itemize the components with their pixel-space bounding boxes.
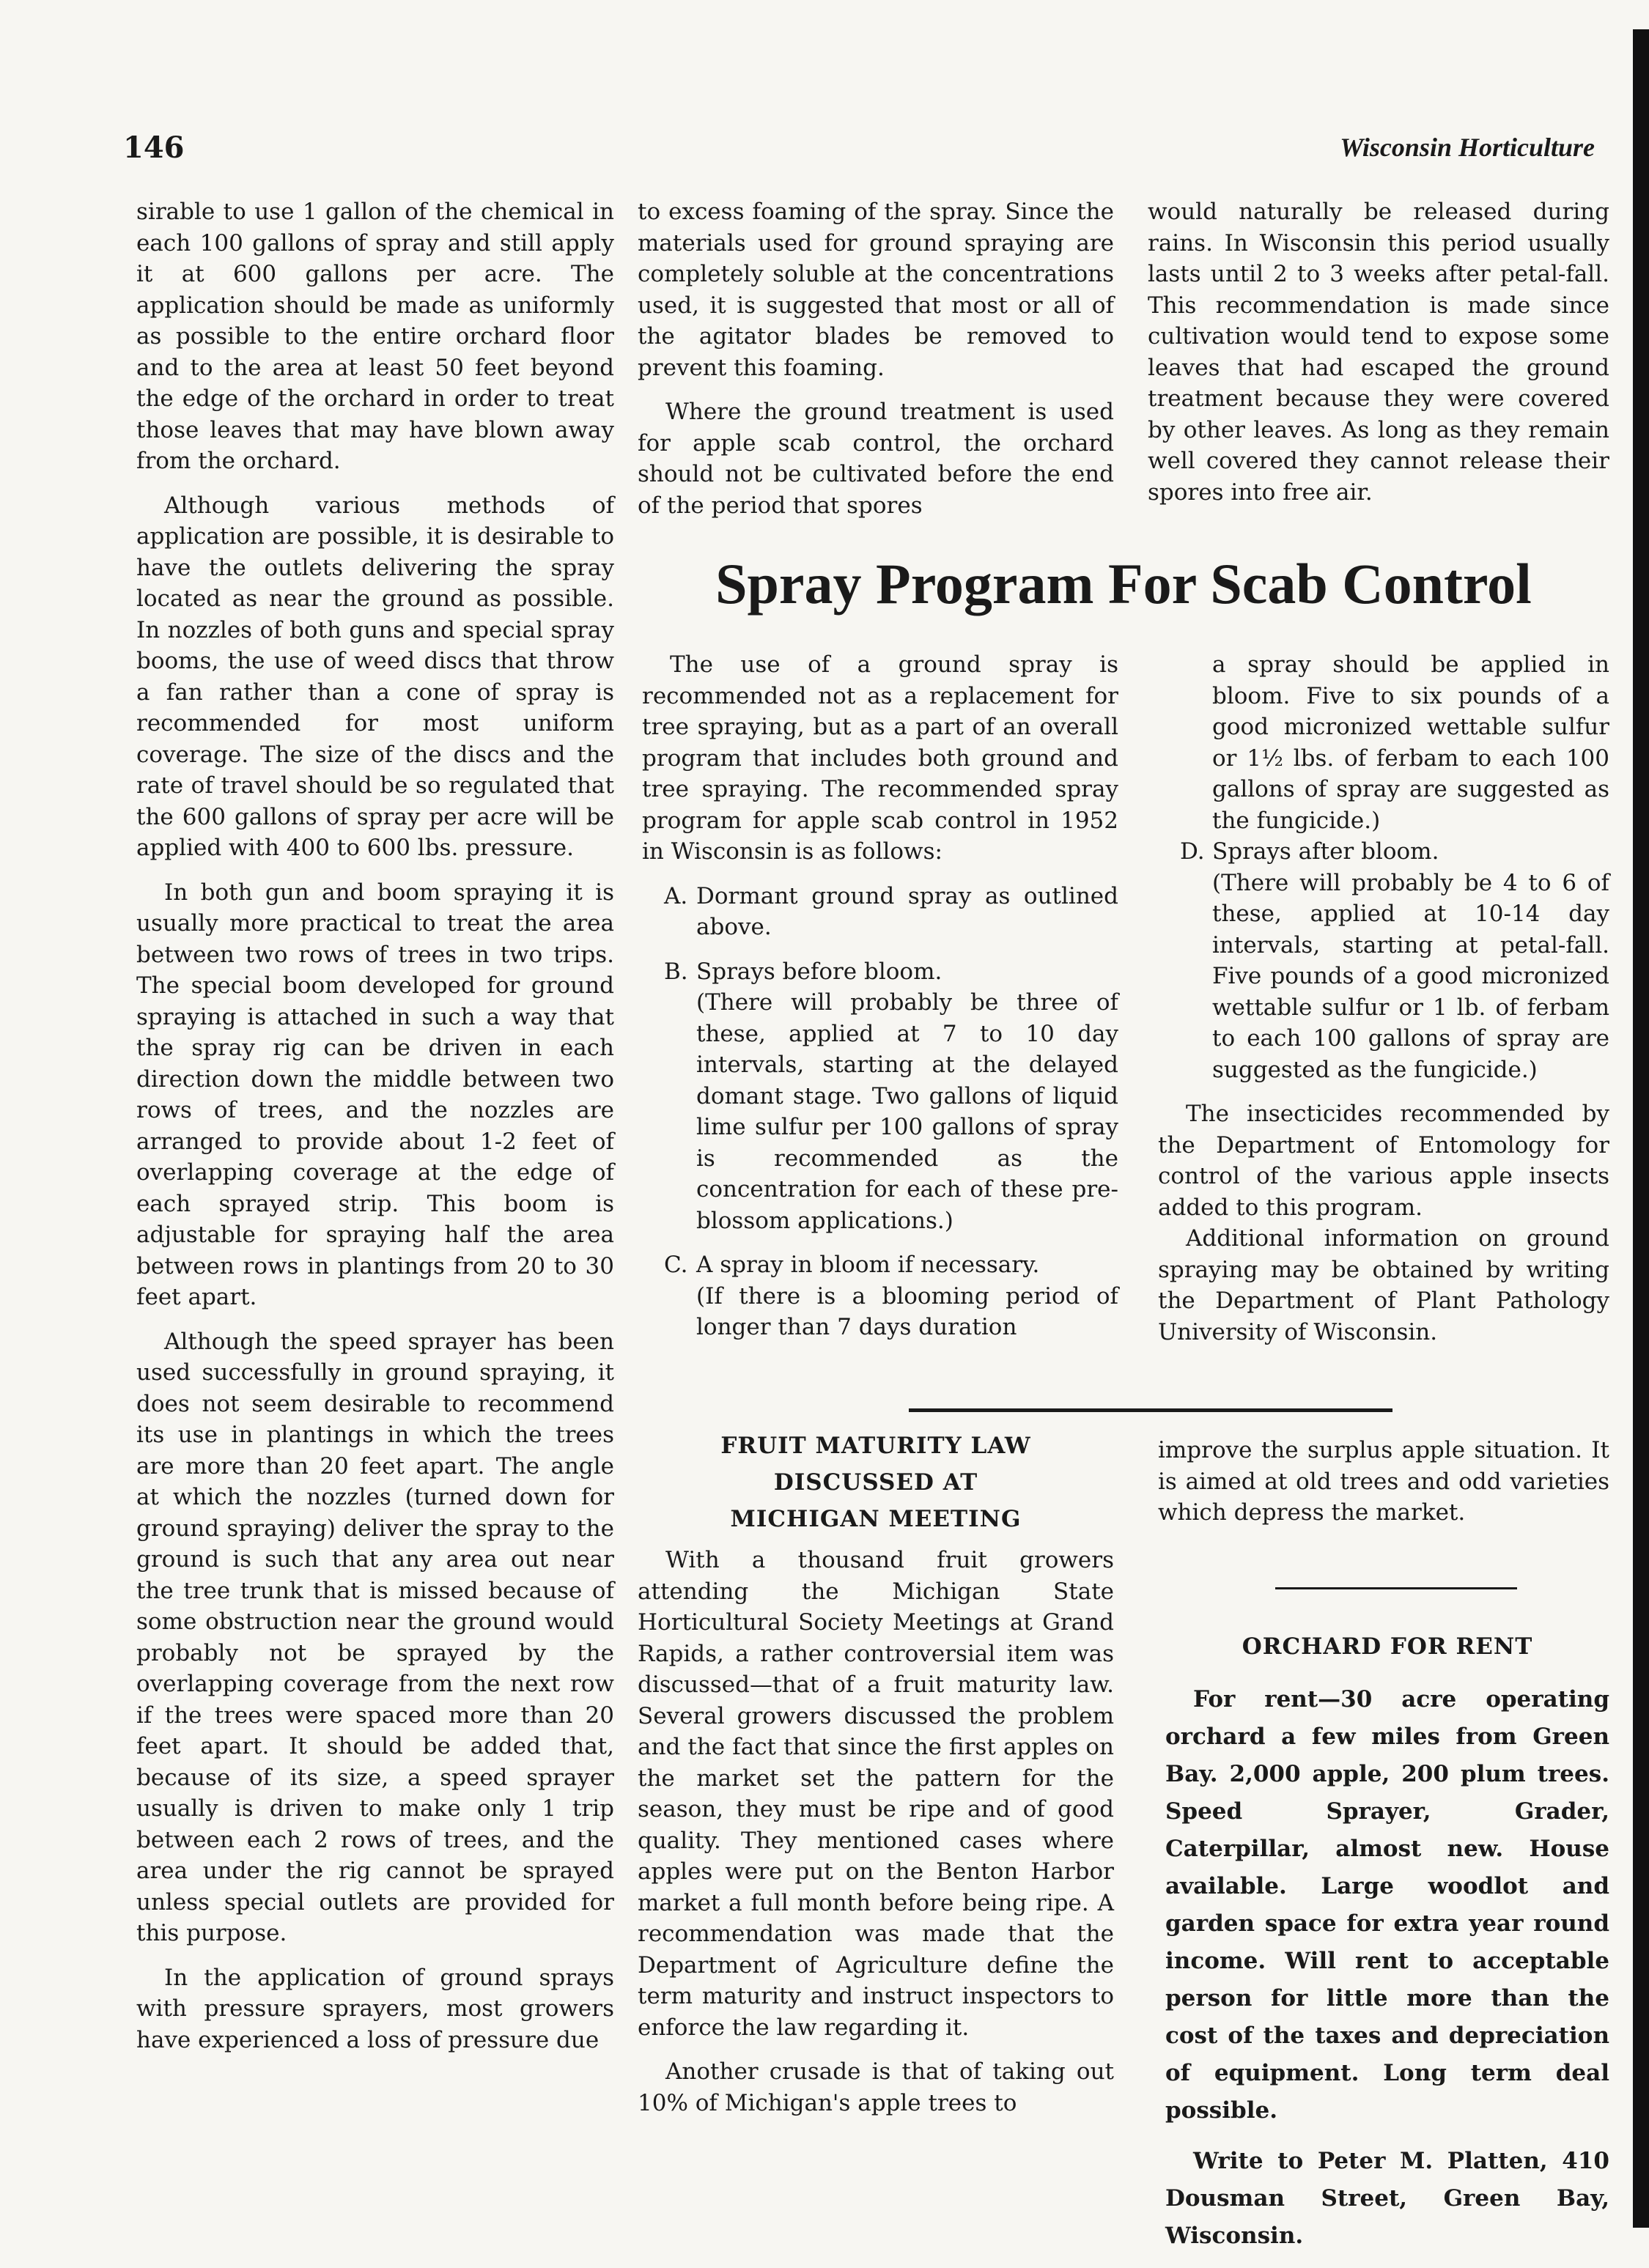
program-item-b [664, 956, 1118, 1237]
fruit-law-body [638, 1545, 1114, 2119]
orchard-ad-body [1165, 1681, 1609, 2255]
item-head: Dormant ground spray as outlined above. [696, 882, 1118, 940]
divider-rule-short [1275, 1587, 1517, 1589]
divider-rule [909, 1408, 1392, 1412]
paragraph: Although the speed sprayer has been used successfully in ground spraying, it does not seem desirable to recommend its use in plantings in which the trees are more than 20 feet apart. The angle at which the nozzles (turned down for ground spraying) deliver the spray to the ground is such that any area out near the tree trunk that is missed because of some obstruction near the ground would probably not be sprayed by the overlapping coverage from the next row if the trees were spaced more than 20 feet apart. It should be added that, because of its size, a speed sprayer usually is driven to make only 1 trip between each 2 rows of trees, and the area under the rig cannot be sprayed unless special outlets are provided for this purpose. [136, 1328, 614, 1946]
item-head: Sprays before bloom. [696, 958, 942, 985]
program-item-a [664, 881, 1118, 943]
paragraph: The use of a ground spray is recommended not as a replacement for tree spraying, but as a part of an overall program that includes both ground and tree spraying. The recommended spray program for apple scab control in 1952 in Wisconsin is as follows: [642, 651, 1118, 865]
paragraph: Although various methods of application are possible, it is desirable to have the outlets delivering the spray located as near the ground as possible. In nozzles of both guns and special spray booms, the use of weed discs that throw a fan rather than a cone of spray is recommended for most uniform coverage. The size of the discs and the rate of travel should be so regulated that the 600 gallons of spray per acre will be applied with 400 to 600 lbs. pressure. [136, 492, 614, 861]
program-item-d [1180, 836, 1609, 1085]
heading-line: DISCUSSED AT [773, 1469, 978, 1496]
item-label: B. [664, 958, 688, 985]
column-2-top [638, 196, 1114, 534]
item-label: A. [664, 882, 688, 909]
item-head: A spray in bloom if necessary. [696, 1252, 1040, 1278]
fruit-law-continued [1158, 1435, 1609, 1542]
item-detail: (There will probably be 4 to 6 of these, applied at 10-14 day intervals, starting at petal-fall. Five pounds of a good micronized wettable sulfur or 1 lb. of ferbam to each 100 gallons of spray are suggested as the fungicide.) [1212, 869, 1609, 1083]
paragraph: For rent—30 acre operating orchard a few miles from Green Bay. 2,000 apple, 200 plum trees. Speed Sprayer, Grader, Caterpillar, almost new. House available. Large woodlot and garden space for extra year round income. Will rent to acceptable person for little more than the cost of the taxes and depreciation of equipment. Long term deal possible. [1165, 1686, 1609, 2124]
paragraph: improve the surplus apple situation. It is aimed at old trees and odd varieties which depress the market. [1158, 1437, 1609, 1526]
scan-edge [1633, 29, 1649, 2228]
fruit-law-article [638, 1427, 1114, 2132]
paragraph: With a thousand fruit growers attending the Michigan State Horticultural Society Meetings at Grand Rapids, a rather controversial item was discussed—that of a fruit maturity law. Several growers discussed the problem and the fact that since the first apples on the market set the pattern for the season, they must be ripe and of good quality. They mentioned cases where apples were put on the Benton Harbor market a full month before being ripe. A recommendation was made that the Department of Agriculture define the term maturity and instruct inspectors to enforce the law regarding it. [638, 1547, 1114, 2041]
paragraph: Additional information on ground spraying may be obtained by writing the Department of Plant Pathology University of Wisconsin. [1158, 1225, 1609, 1345]
heading-line: FRUIT MATURITY LAW [720, 1433, 1031, 1459]
fruit-law-heading [638, 1427, 1114, 1537]
item-detail: (There will probably be three of these, applied at 7 to 10 day intervals, starting at the delayed domant stage. Two gallons of liquid lime sulfur per 100 gallons of spray is recommended as the concentration for each of these pre-blossom applications.) [696, 989, 1118, 1234]
orchard-ad [1165, 1628, 1609, 2268]
paragraph: would naturally be released during rains. In Wisconsin this period usually lasts until 2 to 3 weeks after petal-fall. This recommendation is made since cultivation would tend to expose some leaves that had escaped the ground treatment because they were covered by other leaves. As long as they remain well covered they cannot release their spores into free air. [1148, 199, 1609, 506]
item-detail: (If there is a blooming period of longer than 7 days duration [696, 1282, 1118, 1340]
item-c-continued: a spray should be applied in bloom. Five to six pounds of a good micronized wettable sulfur or 1½ lbs. of ferbam to each 100 gallons of spray are suggested as the fungicide.) [1212, 651, 1609, 834]
item-head: Sprays after bloom. [1212, 838, 1439, 865]
paragraph: In the application of ground sprays with pressure sprayers, most growers have experienced a loss of pressure due [136, 1964, 614, 2053]
page-number: 146 [123, 130, 185, 165]
paragraph: to excess foaming of the spray. Since the materials used for ground spraying are completely soluble at the concentrations used, it is suggested that most or all of the agitator blades be removed to prevent this foaming. [638, 199, 1114, 381]
column-1 [136, 196, 614, 2069]
program-item-c [664, 1249, 1118, 1343]
item-label: C. [664, 1252, 688, 1278]
spray-article-left [642, 649, 1118, 1356]
article-title: Spray Program For Scab Control [715, 552, 1532, 616]
column-3-top [1148, 196, 1609, 521]
running-header: Wisconsin Horticulture [1340, 133, 1595, 162]
paragraph: The insecticides recommended by the Department of Entomology for control of the various apple insects added to this program. [1158, 1101, 1609, 1221]
paragraph: sirable to use 1 gallon of the chemical in each 100 gallons of spray and still apply it at 600 gallons per acre. The application should be made as uniformly as possible to the entire orchard floor and to the area at least 50 feet beyond the edge of the orchard in order to treat those leaves that may have blown away from the orchard. [136, 199, 614, 474]
paragraph: In both gun and boom spraying it is usually more practical to treat the area between two rows of trees in two trips. The special boom developed for ground spraying is attached in such a way that the spray rig can be driven in each direction down the middle between two rows of trees, and the nozzles are arranged to provide about 1-2 feet of overlapping coverage at the edge of each sprayed strip. This boom is adjustable for spraying half the area between rows in plantings from 20 to 30 feet apart. [136, 879, 614, 1310]
paragraph: Where the ground treatment is used for apple scab control, the orchard should not be cultivated before the end of the period that spores [638, 399, 1114, 519]
orchard-ad-heading: ORCHARD FOR RENT [1242, 1633, 1533, 1660]
paragraph: Write to Peter M. Platten, 410 Dousman Street, Green Bay, Wisconsin. [1165, 2148, 1609, 2249]
spray-article-right [1158, 649, 1609, 1361]
heading-line: MICHIGAN MEETING [730, 1506, 1022, 1532]
paragraph: Another crusade is that of taking out 10% of Michigan's apple trees to [638, 2058, 1114, 2116]
item-label: D. [1180, 838, 1205, 865]
